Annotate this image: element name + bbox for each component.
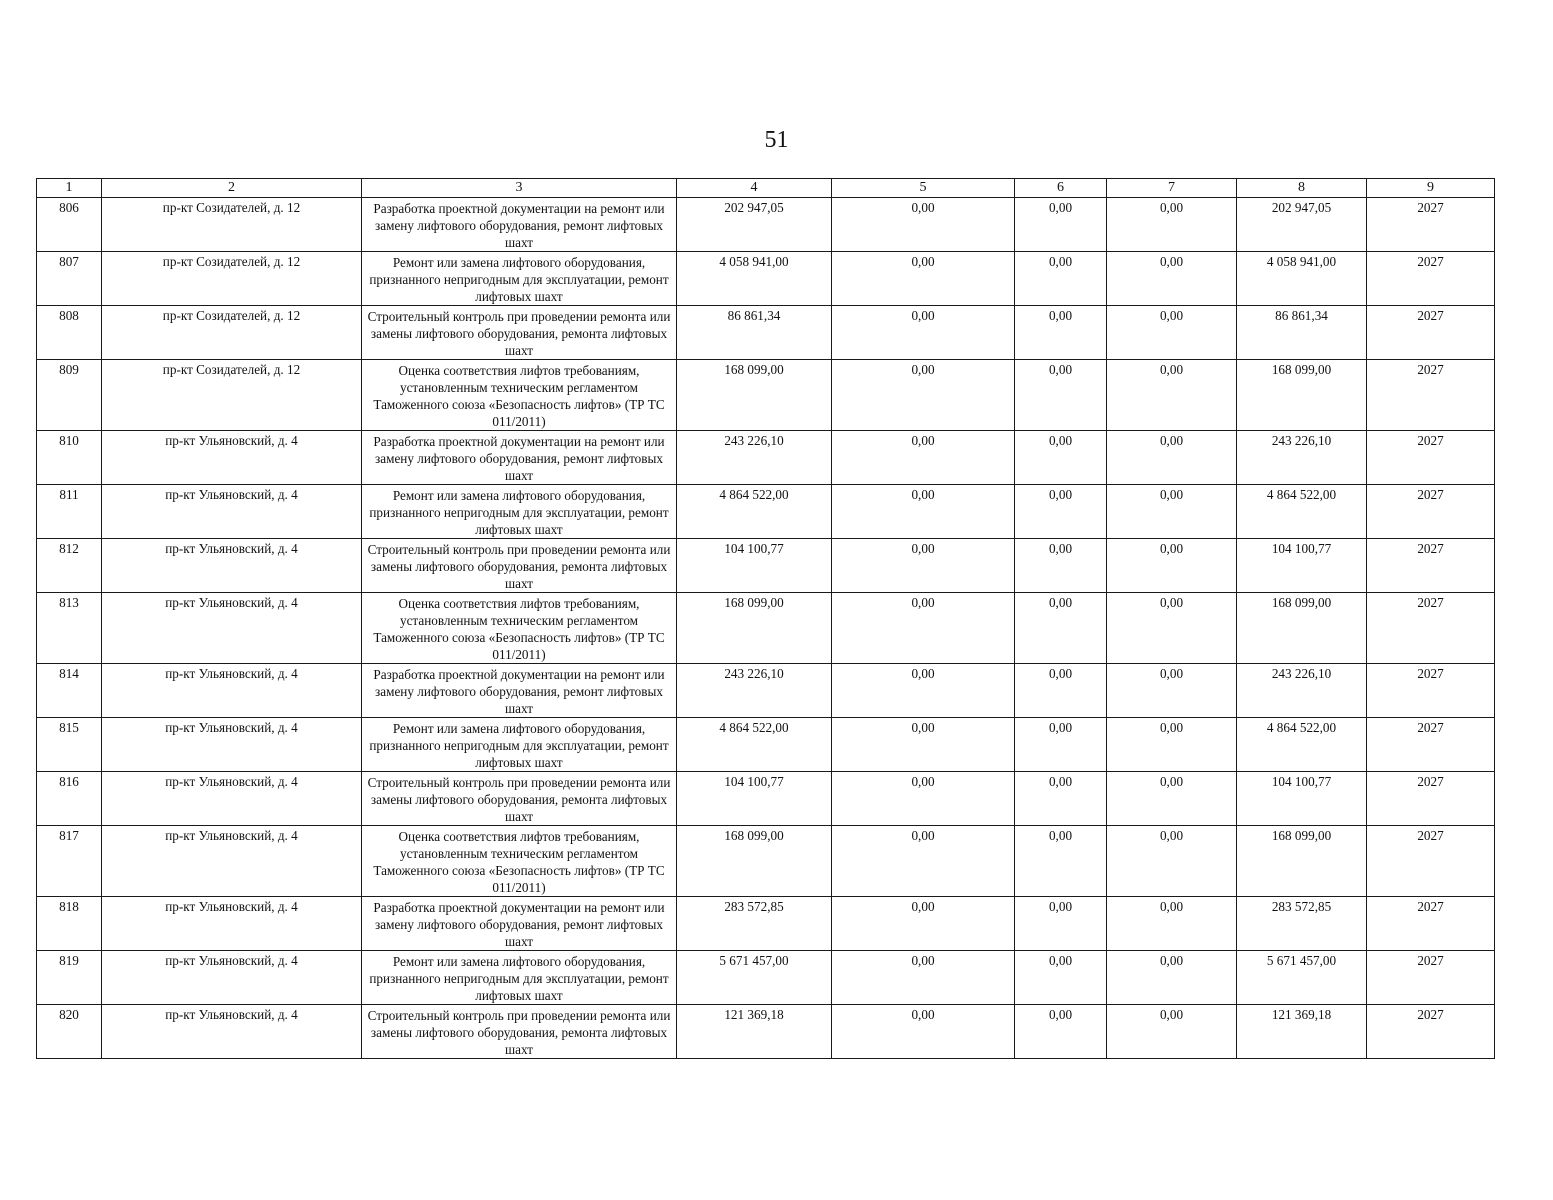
table-row [37,593,1495,664]
value-cell: 0,00 [1107,360,1237,431]
table-row [37,1005,1495,1059]
amount-cell: 86 861,34 [677,306,832,360]
amount-cell: 243 226,10 [677,431,832,485]
table-row [37,306,1495,360]
value-cell: 0,00 [1107,826,1237,897]
row-number: 810 [37,431,102,485]
row-number: 811 [37,485,102,539]
amount-cell: 5 671 457,00 [1237,951,1367,1005]
value-cell: 0,00 [1107,1005,1237,1059]
amount-cell: 168 099,00 [677,593,832,664]
value-cell: 0,00 [1015,664,1107,718]
row-number: 816 [37,772,102,826]
amount-cell: 168 099,00 [1237,826,1367,897]
column-header-4: 4 [677,179,832,198]
work-description-cell: Разработка проектной документации на ремонт или замену лифтового оборудования, ремонт лифтовых шахт [362,198,677,252]
address-cell: пр-кт Ульяновский, д. 4 [102,718,362,772]
row-number: 814 [37,664,102,718]
address-cell: пр-кт Ульяновский, д. 4 [102,826,362,897]
amount-cell: 243 226,10 [1237,431,1367,485]
amount-cell: 243 226,10 [1237,664,1367,718]
table-row [37,897,1495,951]
address-cell: пр-кт Созидателей, д. 12 [102,198,362,252]
work-description-cell: Оценка соответствия лифтов требованиям, установленным техническим регламентом Таможенного союза «Безопасность лифтов» (ТР ТС 011/2011) [362,593,677,664]
value-cell: 0,00 [1015,431,1107,485]
work-description-cell: Ремонт или замена лифтового оборудования, признанного непригодным для эксплуатации, ремонт лифтовых шахт [362,951,677,1005]
year-cell: 2027 [1367,772,1495,826]
amount-cell: 121 369,18 [677,1005,832,1059]
value-cell: 0,00 [832,485,1015,539]
work-description-cell: Разработка проектной документации на ремонт или замену лифтового оборудования, ремонт лифтовых шахт [362,664,677,718]
amount-cell: 4 864 522,00 [677,718,832,772]
row-number: 819 [37,951,102,1005]
amount-cell: 168 099,00 [677,360,832,431]
value-cell: 0,00 [1015,718,1107,772]
address-cell: пр-кт Ульяновский, д. 4 [102,539,362,593]
address-cell: пр-кт Созидателей, д. 12 [102,360,362,431]
address-cell: пр-кт Ульяновский, д. 4 [102,485,362,539]
table-row [37,664,1495,718]
value-cell: 0,00 [1107,431,1237,485]
amount-cell: 202 947,05 [1237,198,1367,252]
row-number: 808 [37,306,102,360]
year-cell: 2027 [1367,664,1495,718]
column-header-7: 7 [1107,179,1237,198]
year-cell: 2027 [1367,897,1495,951]
work-description-cell: Оценка соответствия лифтов требованиям, установленным техническим регламентом Таможенного союза «Безопасность лифтов» (ТР ТС 011/2011) [362,826,677,897]
year-cell: 2027 [1367,198,1495,252]
table-row [37,826,1495,897]
address-cell: пр-кт Созидателей, д. 12 [102,306,362,360]
amount-cell: 168 099,00 [1237,593,1367,664]
amount-cell: 283 572,85 [1237,897,1367,951]
year-cell: 2027 [1367,485,1495,539]
table-row [37,198,1495,252]
value-cell: 0,00 [1015,826,1107,897]
value-cell: 0,00 [832,539,1015,593]
address-cell: пр-кт Ульяновский, д. 4 [102,772,362,826]
value-cell: 0,00 [1015,539,1107,593]
address-cell: пр-кт Ульяновский, д. 4 [102,593,362,664]
work-description-cell: Строительный контроль при проведении ремонта или замены лифтового оборудования, ремонта лифтовых шахт [362,1005,677,1059]
address-cell: пр-кт Ульяновский, д. 4 [102,664,362,718]
row-number: 815 [37,718,102,772]
value-cell: 0,00 [1107,718,1237,772]
value-cell: 0,00 [832,431,1015,485]
value-cell: 0,00 [1015,897,1107,951]
value-cell: 0,00 [1015,306,1107,360]
value-cell: 0,00 [1015,485,1107,539]
work-description-cell: Оценка соответствия лифтов требованиям, установленным техническим регламентом Таможенного союза «Безопасность лифтов» (ТР ТС 011/2011) [362,360,677,431]
year-cell: 2027 [1367,539,1495,593]
value-cell: 0,00 [1015,198,1107,252]
amount-cell: 168 099,00 [1237,360,1367,431]
table-row [37,772,1495,826]
amount-cell: 104 100,77 [1237,539,1367,593]
value-cell: 0,00 [832,593,1015,664]
value-cell: 0,00 [832,360,1015,431]
row-number: 806 [37,198,102,252]
amount-cell: 121 369,18 [1237,1005,1367,1059]
row-number: 812 [37,539,102,593]
table-row [37,431,1495,485]
work-description-cell: Ремонт или замена лифтового оборудования, признанного непригодным для эксплуатации, ремонт лифтовых шахт [362,252,677,306]
value-cell: 0,00 [1015,772,1107,826]
amount-cell: 168 099,00 [677,826,832,897]
table-row [37,252,1495,306]
address-cell: пр-кт Созидателей, д. 12 [102,252,362,306]
amount-cell: 86 861,34 [1237,306,1367,360]
work-description-cell: Строительный контроль при проведении ремонта или замены лифтового оборудования, ремонта лифтовых шахт [362,539,677,593]
amount-cell: 243 226,10 [677,664,832,718]
work-schedule-table [36,178,1495,1059]
column-header-2: 2 [102,179,362,198]
value-cell: 0,00 [1107,485,1237,539]
column-header-1: 1 [37,179,102,198]
table-row [37,485,1495,539]
year-cell: 2027 [1367,951,1495,1005]
value-cell: 0,00 [832,826,1015,897]
year-cell: 2027 [1367,826,1495,897]
value-cell: 0,00 [832,198,1015,252]
column-header-8: 8 [1237,179,1367,198]
value-cell: 0,00 [1107,772,1237,826]
amount-cell: 4 864 522,00 [1237,718,1367,772]
row-number: 820 [37,1005,102,1059]
year-cell: 2027 [1367,1005,1495,1059]
column-header-9: 9 [1367,179,1495,198]
value-cell: 0,00 [1107,664,1237,718]
value-cell: 0,00 [1107,897,1237,951]
value-cell: 0,00 [832,664,1015,718]
year-cell: 2027 [1367,306,1495,360]
amount-cell: 104 100,77 [677,772,832,826]
table-row [37,539,1495,593]
value-cell: 0,00 [1107,593,1237,664]
year-cell: 2027 [1367,360,1495,431]
amount-cell: 283 572,85 [677,897,832,951]
value-cell: 0,00 [1015,951,1107,1005]
year-cell: 2027 [1367,593,1495,664]
work-description-cell: Строительный контроль при проведении ремонта или замены лифтового оборудования, ремонта лифтовых шахт [362,772,677,826]
address-cell: пр-кт Ульяновский, д. 4 [102,897,362,951]
value-cell: 0,00 [832,951,1015,1005]
column-header-5: 5 [832,179,1015,198]
value-cell: 0,00 [832,1005,1015,1059]
value-cell: 0,00 [832,252,1015,306]
table-row [37,951,1495,1005]
value-cell: 0,00 [1015,252,1107,306]
table-row [37,718,1495,772]
column-number-header-row [37,179,1495,198]
value-cell: 0,00 [1015,1005,1107,1059]
address-cell: пр-кт Ульяновский, д. 4 [102,431,362,485]
value-cell: 0,00 [832,897,1015,951]
address-cell: пр-кт Ульяновский, д. 4 [102,951,362,1005]
value-cell: 0,00 [832,772,1015,826]
page-number: 51 [764,127,789,153]
amount-cell: 4 864 522,00 [677,485,832,539]
year-cell: 2027 [1367,718,1495,772]
column-header-3: 3 [362,179,677,198]
row-number: 818 [37,897,102,951]
year-cell: 2027 [1367,431,1495,485]
work-description-cell: Ремонт или замена лифтового оборудования, признанного непригодным для эксплуатации, ремонт лифтовых шахт [362,485,677,539]
value-cell: 0,00 [832,306,1015,360]
column-header-6: 6 [1015,179,1107,198]
amount-cell: 4 058 941,00 [1237,252,1367,306]
value-cell: 0,00 [1107,252,1237,306]
row-number: 813 [37,593,102,664]
amount-cell: 5 671 457,00 [677,951,832,1005]
amount-cell: 202 947,05 [677,198,832,252]
row-number: 807 [37,252,102,306]
work-description-cell: Разработка проектной документации на ремонт или замену лифтового оборудования, ремонт лифтовых шахт [362,897,677,951]
amount-cell: 4 058 941,00 [677,252,832,306]
amount-cell: 4 864 522,00 [1237,485,1367,539]
year-cell: 2027 [1367,252,1495,306]
amount-cell: 104 100,77 [677,539,832,593]
value-cell: 0,00 [1107,951,1237,1005]
work-description-cell: Строительный контроль при проведении ремонта или замены лифтового оборудования, ремонта лифтовых шахт [362,306,677,360]
address-cell: пр-кт Ульяновский, д. 4 [102,1005,362,1059]
value-cell: 0,00 [1015,593,1107,664]
work-description-cell: Разработка проектной документации на ремонт или замену лифтового оборудования, ремонт лифтовых шахт [362,431,677,485]
value-cell: 0,00 [1015,360,1107,431]
value-cell: 0,00 [1107,306,1237,360]
table-row [37,360,1495,431]
row-number: 809 [37,360,102,431]
amount-cell: 104 100,77 [1237,772,1367,826]
row-number: 817 [37,826,102,897]
value-cell: 0,00 [1107,539,1237,593]
value-cell: 0,00 [1107,198,1237,252]
work-description-cell: Ремонт или замена лифтового оборудования, признанного непригодным для эксплуатации, ремонт лифтовых шахт [362,718,677,772]
value-cell: 0,00 [832,718,1015,772]
